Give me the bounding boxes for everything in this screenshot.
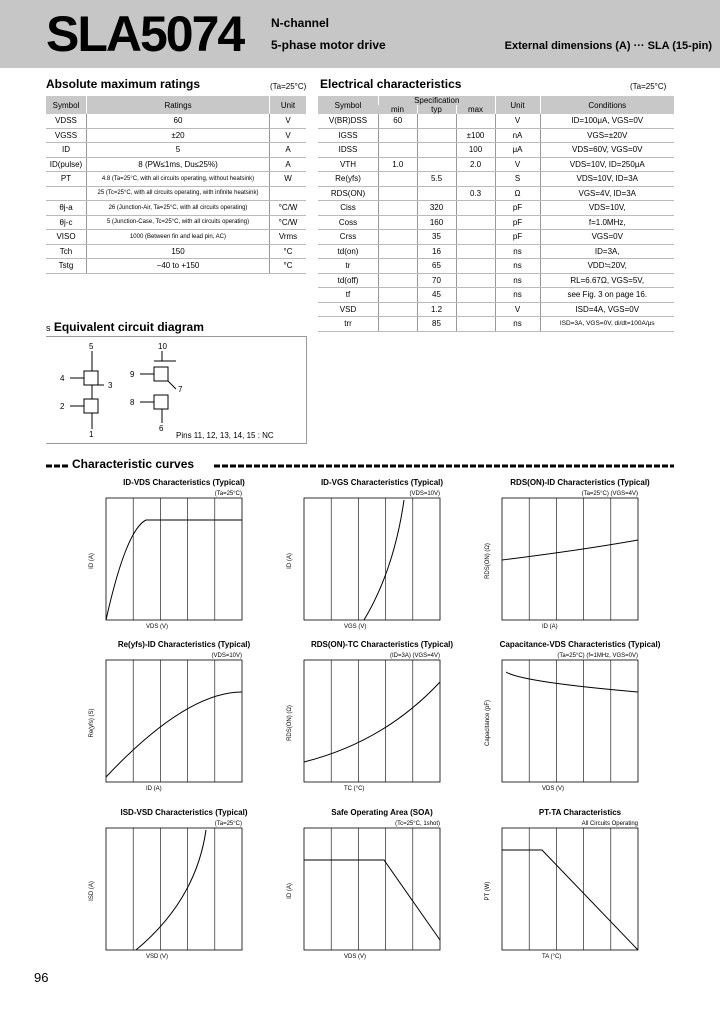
abs-cell-unit: °C/W: [270, 201, 307, 216]
elec-cell-max: [456, 114, 495, 128]
graph-curve: [364, 500, 404, 620]
graph-6: [86, 808, 282, 966]
graph-plot: [284, 820, 480, 968]
graph-xlabel: ID (A): [146, 786, 162, 792]
elec-header-unit: Unit: [495, 96, 540, 114]
abs-cell-unit: [270, 186, 307, 201]
abs-header-ratings: Ratings: [87, 96, 270, 114]
elec-cell-min: [379, 128, 418, 143]
abs-row: [46, 172, 306, 187]
elec-cell-min: [379, 186, 418, 201]
elec-cell-typ: 1.2: [417, 302, 456, 317]
graph-ylabel: Capacitance (pF): [485, 699, 491, 747]
elec-cell-unit: ns: [495, 259, 540, 274]
elec-header-symbol: Symbol: [318, 96, 379, 114]
graph-xlabel: VGS (V): [344, 624, 367, 630]
elec-cell-typ: [417, 128, 456, 143]
elec-cell-max: 100: [456, 143, 495, 158]
elec-cell-conditions: VGS=0V: [540, 230, 674, 245]
elec-cell-typ: [417, 114, 456, 128]
elec-cell-unit: V: [495, 157, 540, 172]
abs-cell-unit: V: [270, 128, 307, 143]
graph-note: (Tc=25°C, 1shot): [395, 821, 440, 827]
pin-label-9: 9: [130, 370, 135, 379]
elec-cell-typ: 5.5: [417, 172, 456, 187]
elec-title: Electrical characteristics: [320, 77, 462, 91]
circuit-title: [46, 320, 204, 334]
elec-cell-typ: 16: [417, 244, 456, 259]
elec-row: [318, 230, 674, 245]
graph-frame: [304, 828, 440, 950]
elec-cell-conditions: ISD=3A, VGS=0V, di/dt=100A/μs: [540, 317, 674, 332]
elec-row: [318, 259, 674, 274]
graph-xlabel: VSD (V): [146, 954, 169, 960]
elec-cell-unit: V: [495, 114, 540, 128]
elec-cell-min: [379, 201, 418, 216]
graph-frame: [502, 660, 638, 782]
elec-cell-symbol: VTH: [318, 157, 379, 172]
elec-row: [318, 143, 674, 158]
abs-header-unit: Unit: [270, 96, 307, 114]
graph-frame: [106, 828, 242, 950]
abs-cell-unit: A: [270, 157, 307, 172]
graph-curve: [304, 682, 440, 762]
graph-1: [284, 478, 480, 636]
elec-cell-min: [379, 143, 418, 158]
pin-label-8: 8: [130, 398, 135, 407]
elec-cell-conditions: VDS=10V, ID=3A: [540, 172, 674, 187]
graph-frame: [304, 498, 440, 620]
graph-curve: [106, 520, 242, 620]
graph-title: RDS(ON)-ID Characteristics (Typical): [510, 478, 650, 487]
abs-cell-rating: 150: [87, 244, 270, 259]
elec-cell-max: [456, 288, 495, 303]
abs-cell-symbol: θj-a: [46, 201, 87, 216]
elec-cell-min: [379, 172, 418, 187]
graph-plot: [86, 820, 282, 968]
abs-cell-unit: °C/W: [270, 215, 307, 230]
graph-frame: [304, 660, 440, 782]
graph-plot: [482, 490, 678, 638]
abs-cell-symbol: θj-c: [46, 215, 87, 230]
curves-title: Characteristic curves: [72, 457, 195, 471]
pin-label-5: 5: [89, 342, 94, 351]
elec-cell-conditions: VGS=±20V: [540, 128, 674, 143]
graph-curve: [502, 850, 638, 950]
elec-cell-unit: ns: [495, 317, 540, 332]
elec-header-spec: Specification: [379, 96, 496, 105]
abs-cell-symbol: VISO: [46, 230, 87, 245]
elec-cell-unit: pF: [495, 230, 540, 245]
pin-label-6: 6: [159, 424, 164, 433]
pin-label-1: 1: [89, 430, 94, 439]
graph-xlabel: VDS (V): [344, 954, 367, 960]
elec-cell-symbol: Ciss: [318, 201, 379, 216]
graph-ylabel: ID (A): [287, 553, 293, 569]
graph-note: (Ta=25°C): [214, 821, 242, 827]
elec-cell-min: [379, 259, 418, 274]
elec-cell-symbol: td(on): [318, 244, 379, 259]
graph-curve: [106, 692, 242, 777]
elec-row: [318, 215, 674, 230]
elec-header-conditions: Conditions: [540, 96, 674, 114]
subtitle-application: 5-phase motor drive: [271, 38, 386, 52]
elec-row: [318, 172, 674, 187]
abs-cell-rating: −40 to +150: [87, 259, 270, 274]
abs-cell-symbol: Tch: [46, 244, 87, 259]
elec-cell-max: [456, 230, 495, 245]
elec-cell-symbol: Re(yfs): [318, 172, 379, 187]
elec-cell-typ: 70: [417, 273, 456, 288]
graph-plot: [482, 820, 678, 968]
elec-table: [318, 96, 674, 332]
abs-max-condition: (Ta=25°C): [270, 82, 307, 91]
elec-cell-unit: S: [495, 172, 540, 187]
elec-cell-symbol: RDS(ON): [318, 186, 379, 201]
elec-cell-unit: ns: [495, 244, 540, 259]
abs-cell-rating: 26 (Junction-Air, Ta=25°C, with all circuits operating): [87, 201, 270, 216]
graph-note: (VDS=10V): [409, 491, 440, 497]
abs-cell-rating: 60: [87, 114, 270, 128]
elec-condition: (Ta=25°C): [630, 82, 667, 91]
abs-cell-rating: 5 (Junction-Case, Tc=25°C, with all circuits operating): [87, 215, 270, 230]
abs-cell-rating: ±20: [87, 128, 270, 143]
abs-max-table: [46, 96, 306, 274]
elec-cell-min: [379, 288, 418, 303]
graph-xlabel: TA (°C): [542, 954, 562, 960]
abs-cell-unit: W: [270, 172, 307, 187]
elec-cell-typ: 35: [417, 230, 456, 245]
elec-row: [318, 201, 674, 216]
abs-cell-unit: °C: [270, 244, 307, 259]
graph-curve: [136, 830, 206, 950]
graph-title: ID-VDS Characteristics (Typical): [123, 478, 245, 487]
elec-cell-max: 2.0: [456, 157, 495, 172]
abs-cell-symbol: [46, 186, 87, 201]
elec-cell-conditions: ISD=4A, VGS=0V: [540, 302, 674, 317]
elec-cell-conditions: VDS=60V, VGS=0V: [540, 143, 674, 158]
elec-cell-symbol: V(BR)DSS: [318, 114, 379, 128]
graph-5: [482, 640, 678, 798]
elec-cell-unit: μA: [495, 143, 540, 158]
pin-label-7: 7: [178, 385, 183, 394]
elec-row: [318, 128, 674, 143]
elec-cell-symbol: Coss: [318, 215, 379, 230]
elec-cell-typ: [417, 186, 456, 201]
elec-cell-unit: pF: [495, 201, 540, 216]
elec-cell-typ: 85: [417, 317, 456, 332]
abs-row: [46, 114, 306, 128]
graph-frame: [106, 498, 242, 620]
pin-label-4: 4: [60, 374, 65, 383]
graph-4: [284, 640, 480, 798]
graph-note: (Ta=25°C) (VGS=4V): [581, 491, 638, 497]
elec-cell-conditions: see Fig. 3 on page 16.: [540, 288, 674, 303]
graph-title: ID-VGS Characteristics (Typical): [320, 478, 444, 487]
elec-cell-typ: 45: [417, 288, 456, 303]
elec-cell-conditions: VDS=10V,: [540, 201, 674, 216]
graph-frame: [502, 498, 638, 620]
graph-frame: [502, 828, 638, 950]
circuit-prefix: s: [46, 323, 51, 333]
elec-row: [318, 244, 674, 259]
elec-cell-conditions: RL=6.67Ω, VGS=5V,: [540, 273, 674, 288]
elec-cell-conditions: ID=3A,: [540, 244, 674, 259]
elec-cell-min: [379, 302, 418, 317]
abs-cell-symbol: VGSS: [46, 128, 87, 143]
elec-cell-max: [456, 259, 495, 274]
abs-cell-rating: 8 (PW≤1ms, Du≤25%): [87, 157, 270, 172]
graph-0: [86, 478, 282, 636]
graph-2: [482, 478, 678, 636]
abs-header-symbol: Symbol: [46, 96, 87, 114]
abs-row: [46, 157, 306, 172]
graph-ylabel: PT (W): [485, 881, 491, 901]
graph-xlabel: TC (°C): [344, 786, 365, 792]
abs-cell-symbol: ID(pulse): [46, 157, 87, 172]
elec-cell-symbol: IDSS: [318, 143, 379, 158]
pins-nc-note: Pins 11, 12, 13, 14, 15 : NC: [176, 431, 274, 440]
graph-title: Re(yfs)-ID Characteristics (Typical): [117, 640, 251, 649]
graph-note: (ID=3A) (VGS=4V): [389, 653, 440, 659]
elec-cell-conditions: VGS=4V, ID=3A: [540, 186, 674, 201]
elec-cell-max: ±100: [456, 128, 495, 143]
elec-cell-conditions: ID=100μA, VGS=0V: [540, 114, 674, 128]
abs-cell-symbol: Tstg: [46, 259, 87, 274]
elec-cell-symbol: tr: [318, 259, 379, 274]
elec-cell-min: [379, 215, 418, 230]
elec-cell-symbol: tf: [318, 288, 379, 303]
elec-row: [318, 114, 674, 128]
graph-curve: [304, 860, 440, 940]
graph-title: Safe Operating Area (SOA): [331, 808, 433, 817]
elec-cell-unit: Ω: [495, 186, 540, 201]
subtitle-channel: N-channel: [271, 16, 330, 30]
graph-plot: [86, 490, 282, 638]
elec-cell-symbol: VSD: [318, 302, 379, 317]
elec-cell-typ: 65: [417, 259, 456, 274]
elec-cell-max: [456, 317, 495, 332]
circuit-diagram: [46, 337, 306, 443]
elec-cell-min: [379, 273, 418, 288]
abs-cell-rating: 5: [87, 143, 270, 158]
part-number: SLA5074: [46, 6, 244, 62]
elec-cell-conditions: f=1.0MHz,: [540, 215, 674, 230]
graph-xlabel: ID (A): [542, 624, 558, 630]
pin-label-3: 3: [108, 381, 113, 390]
graph-xlabel: VDS (V): [146, 624, 169, 630]
abs-cell-symbol: PT: [46, 172, 87, 187]
elec-cell-min: 60: [379, 114, 418, 128]
graph-ylabel: ID (A): [89, 553, 95, 569]
elec-cell-typ: 160: [417, 215, 456, 230]
graph-7: [284, 808, 480, 966]
circuit-box: [46, 336, 307, 444]
abs-max-title: Absolute maximum ratings: [46, 77, 201, 91]
pin-label-10: 10: [158, 342, 167, 351]
page-number: 96: [34, 970, 49, 985]
elec-cell-max: [456, 201, 495, 216]
elec-cell-min: [379, 244, 418, 259]
graph-ylabel: ID (A): [287, 883, 293, 899]
abs-cell-rating: 25 (Tc=25°C, with all circuits operating, with infinite heatsink): [87, 186, 270, 201]
abs-cell-unit: Vrms: [270, 230, 307, 245]
elec-cell-symbol: IGSS: [318, 128, 379, 143]
elec-row: [318, 273, 674, 288]
abs-cell-rating: 1000 (Between fin and lead pin, AC): [87, 230, 270, 245]
elec-cell-conditions: VDD≒20V,: [540, 259, 674, 274]
graph-xlabel: VDS (V): [542, 786, 565, 792]
abs-row: [46, 244, 306, 259]
elec-cell-typ: 320: [417, 201, 456, 216]
elec-cell-symbol: trr: [318, 317, 379, 332]
elec-cell-max: [456, 273, 495, 288]
graph-title: Capacitance-VDS Characteristics (Typical): [499, 640, 661, 649]
elec-cell-max: 0.3: [456, 186, 495, 201]
graph-note: (VDS=10V): [211, 653, 242, 659]
graph-frame: [106, 660, 242, 782]
abs-row: [46, 215, 306, 230]
abs-row: [46, 201, 306, 216]
elec-cell-min: [379, 317, 418, 332]
abs-cell-symbol: VDSS: [46, 114, 87, 128]
graph-note: (Ta=25°C): [214, 491, 242, 497]
abs-row: [46, 143, 306, 158]
abs-cell-unit: °C: [270, 259, 307, 274]
elec-cell-unit: nA: [495, 128, 540, 143]
abs-row: [46, 186, 306, 201]
graph-title: RDS(ON)-TC Characteristics (Typical): [310, 640, 454, 649]
graph-plot: [284, 490, 480, 638]
pin-label-2: 2: [60, 402, 65, 411]
graph-8: [482, 808, 678, 966]
elec-cell-unit: ns: [495, 273, 540, 288]
graph-ylabel: ISD (A): [89, 881, 95, 901]
graph-curve: [502, 540, 638, 560]
external-dimensions: External dimensions (A) ··· SLA (15-pin): [504, 40, 712, 52]
graph-ylabel: Re(yfs) (S): [89, 708, 95, 738]
abs-row: [46, 259, 306, 274]
abs-cell-rating: 4.8 (Ta=25°C, with all circuits operating, without heatsink): [87, 172, 270, 187]
elec-cell-unit: V: [495, 302, 540, 317]
abs-cell-unit: A: [270, 143, 307, 158]
elec-cell-max: [456, 244, 495, 259]
elec-header-min: min: [379, 105, 418, 114]
elec-cell-typ: [417, 157, 456, 172]
elec-cell-max: [456, 172, 495, 187]
graph-note: (Ta=25°C) (f=1MHz, VGS=0V): [557, 653, 638, 659]
graph-plot: [284, 652, 480, 800]
elec-cell-conditions: VDS=10V, ID=250μA: [540, 157, 674, 172]
elec-cell-max: [456, 215, 495, 230]
graph-title: ISD-VSD Characteristics (Typical): [120, 808, 248, 817]
abs-row: [46, 230, 306, 245]
elec-row: [318, 157, 674, 172]
abs-cell-unit: V: [270, 114, 307, 128]
graph-plot: [86, 652, 282, 800]
elec-cell-min: [379, 230, 418, 245]
graph-title: PT-TA Characteristics: [538, 808, 622, 817]
elec-cell-unit: pF: [495, 215, 540, 230]
graph-note: All Circuits Operating: [581, 821, 638, 827]
graph-ylabel: RDS(ON) (Ω): [287, 705, 293, 741]
elec-row: [318, 186, 674, 201]
elec-header-max: max: [456, 105, 495, 114]
graph-curve: [506, 672, 638, 692]
elec-cell-symbol: td(off): [318, 273, 379, 288]
elec-header-typ: typ: [417, 105, 456, 114]
elec-row: [318, 302, 674, 317]
elec-cell-unit: ns: [495, 288, 540, 303]
elec-cell-typ: [417, 143, 456, 158]
elec-cell-max: [456, 302, 495, 317]
graph-plot: [482, 652, 678, 800]
elec-cell-symbol: Crss: [318, 230, 379, 245]
graph-3: [86, 640, 282, 798]
abs-row: [46, 128, 306, 143]
elec-row: [318, 317, 674, 332]
graph-ylabel: RDS(ON) (Ω): [485, 543, 491, 579]
elec-cell-min: 1.0: [379, 157, 418, 172]
circuit-title-text: Equivalent circuit diagram: [53, 320, 204, 334]
abs-cell-symbol: ID: [46, 143, 87, 158]
elec-row: [318, 288, 674, 303]
